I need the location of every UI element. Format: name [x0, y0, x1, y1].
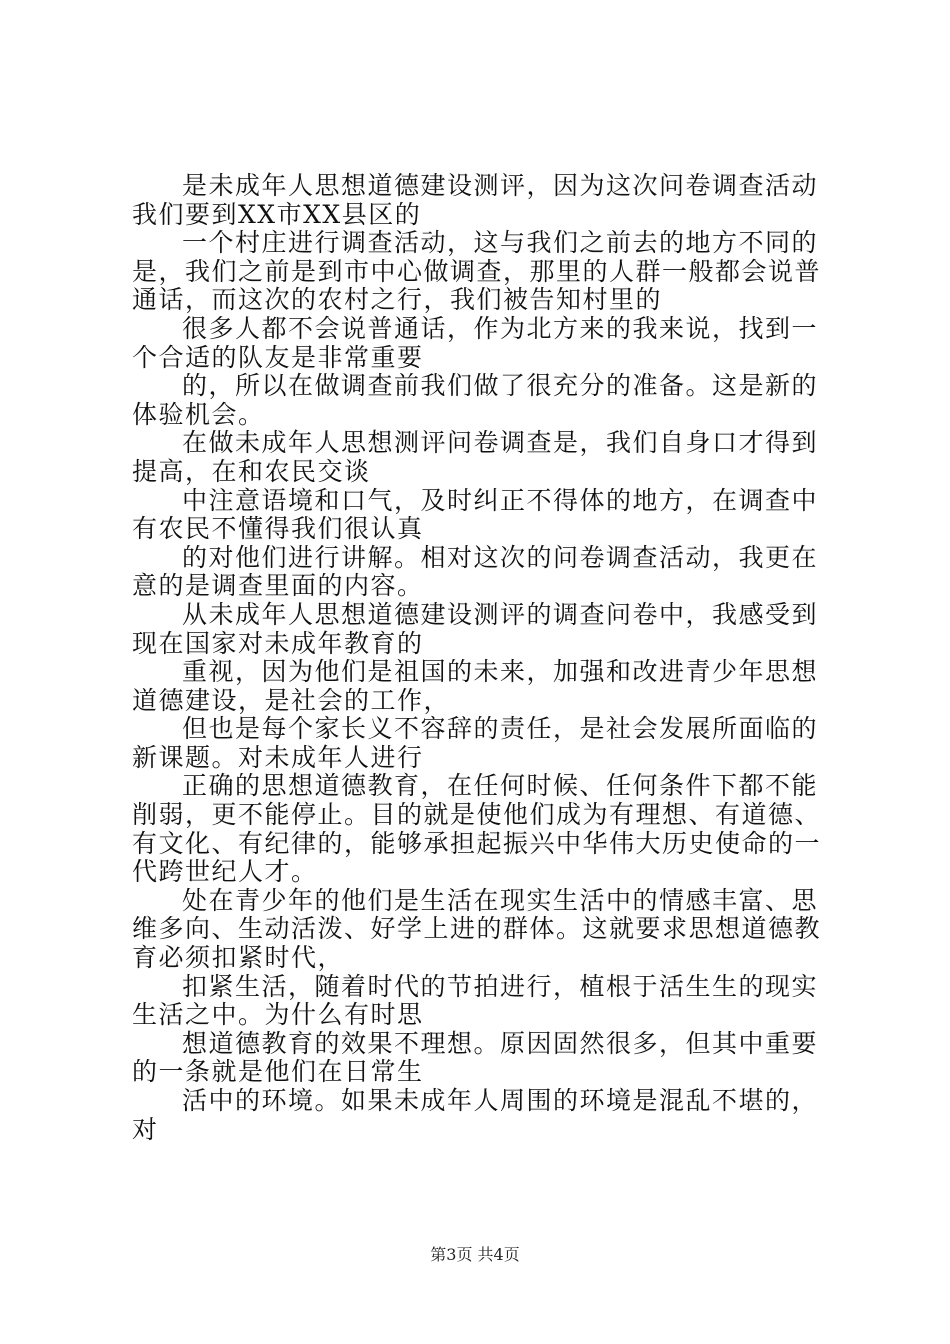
paragraph-12: 处在青少年的他们是生活在现实生活中的情感丰富、思维多向、生动活泼、好学上进的群体。这就要求思想道德教育必须扣紧时代，: [132, 885, 822, 973]
paragraph-4: 的，所以在做调查前我们做了很充分的准备。这是新的体验机会。: [132, 371, 819, 429]
paragraph-2: 一个村庄进行调查活动，这与我们之前去的地方不同的是，我们之前是到市中心做调查，那里的人群一般都会说普通话，而这次的农村之行，我们被告知村里的: [132, 228, 822, 315]
page-number-footer: 第3页 共4页: [430, 1245, 520, 1264]
paragraph-11: 正确的思想道德教育，在任何时候、任何条件下都不能削弱，更不能停止。目的就是使他们成为有理想、有道德、有文化、有纪律的，能够承担起振兴中华伟大历史使命的一代跨世纪人才。: [132, 771, 822, 887]
paragraph-6: 中注意语境和口气，及时纠正不得体的地方，在调查中有农民不懂得我们很认真: [132, 485, 819, 544]
paragraph-1: 是未成年人思想道德建设测评，因为这次问卷调查活动我们要到XX市XX县区的: [132, 171, 819, 229]
paragraph-9: 重视，因为他们是祖国的未来，加强和改进青少年思想道德建设，是社会的工作，: [132, 657, 819, 715]
paragraph-10: 但也是每个家长义不容辞的责任，是社会发展所面临的新课题。对未成年人进行: [132, 714, 819, 772]
paragraph-7: 的对他们进行讲解。相对这次的问卷调查活动，我更在意的是调查里面的内容。: [132, 542, 819, 601]
paragraph-14: 想道德教育的效果不理想。原因固然很多，但其中重要的一条就是他们在日常生: [132, 1028, 819, 1087]
paragraph-5: 在做未成年人思想测评问卷调查是，我们自身口才得到提高，在和农民交谈: [132, 428, 819, 486]
paragraph-13: 扣紧生活，随着时代的节拍进行，植根于活生生的现实生活之中。为什么有时思: [132, 971, 819, 1030]
paragraph-3: 很多人都不会说普通话，作为北方来的我来说，找到一个合适的队友是非常重要: [132, 313, 819, 372]
paragraph-15: 活中的环境。如果未成年人周围的环境是混乱不堪的，对: [132, 1086, 819, 1144]
document-body: [132, 172, 836, 1144]
paragraph-8: 从未成年人思想道德建设测评的调查问卷中，我感受到现在国家对未成年教育的: [132, 599, 819, 658]
